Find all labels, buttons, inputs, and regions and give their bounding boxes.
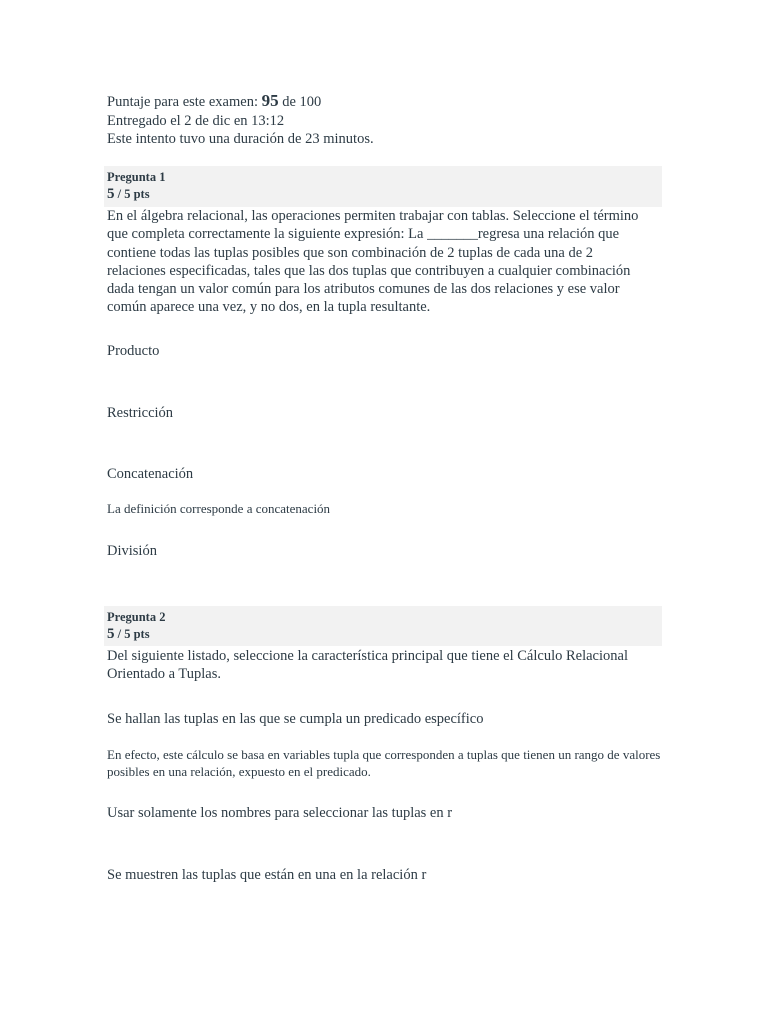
question-2-points xyxy=(107,625,662,643)
question-1-header xyxy=(104,166,662,207)
question-1-title: Pregunta 1 xyxy=(107,170,166,184)
question-1-points-total: / 5 pts xyxy=(114,187,150,201)
question-2-header xyxy=(104,606,662,646)
question-2-text: Del siguiente listado, seleccione la característica principal que tiene el Cálculo Relacional Orientado a Tuplas. xyxy=(107,648,628,683)
submitted-line: Entregado el 2 de dic en 13:12 xyxy=(107,112,285,129)
answer-option-selected[interactable]: Se hallan las tuplas en las que se cumpla un predicado específico xyxy=(107,711,484,727)
question-1-points xyxy=(107,185,662,203)
question-2-title: Pregunta 2 xyxy=(107,610,166,624)
question-2-points-earned: 5 xyxy=(107,626,115,642)
question-1-text: En el álgebra relacional, las operaciones permiten trabajar con tablas. Seleccione el término que completa correctamente la siguiente expresión: La _______regresa una relación que contiene todas las tuplas posibles que son combinación de 2 tuplas de cada una de 2 relaciones especificadas, tales que las dos tuplas que contribuyen a cualquier combinación dada tengan un valor común para los atributos comunes de las dos relaciones y ese valor común aparece una vez, y no dos, en la tupla resultante. xyxy=(107,208,639,316)
duration-line: Este intento tuvo una duración de 23 minutos. xyxy=(107,131,374,147)
question-2-points-total: / 5 pts xyxy=(114,627,150,641)
score-total: de 100 xyxy=(278,94,322,110)
answer-feedback: La definición corresponde a concatenación xyxy=(107,501,331,516)
answer-option[interactable]: Se muestren las tuplas que están en una en la relación r xyxy=(107,867,427,883)
answer-feedback: En efecto, este cálculo se basa en variables tupla que corresponden a tuplas que tienen un rango de valores posibles en una relación, expuesto en el predicado. xyxy=(107,747,661,779)
question-1-points-earned: 5 xyxy=(107,186,115,202)
answer-option[interactable]: Usar solamente los nombres para seleccionar las tuplas en r xyxy=(107,805,453,821)
score-value: 95 xyxy=(261,91,279,110)
answer-option-selected[interactable]: Concatenación xyxy=(107,466,194,482)
answer-option[interactable]: División xyxy=(107,543,157,559)
exam-summary xyxy=(107,92,374,149)
score-label: Puntaje para este examen: xyxy=(107,94,262,110)
score-line xyxy=(107,92,374,112)
answer-option[interactable]: Producto xyxy=(107,343,160,359)
answer-option[interactable]: Restricción xyxy=(107,405,174,421)
